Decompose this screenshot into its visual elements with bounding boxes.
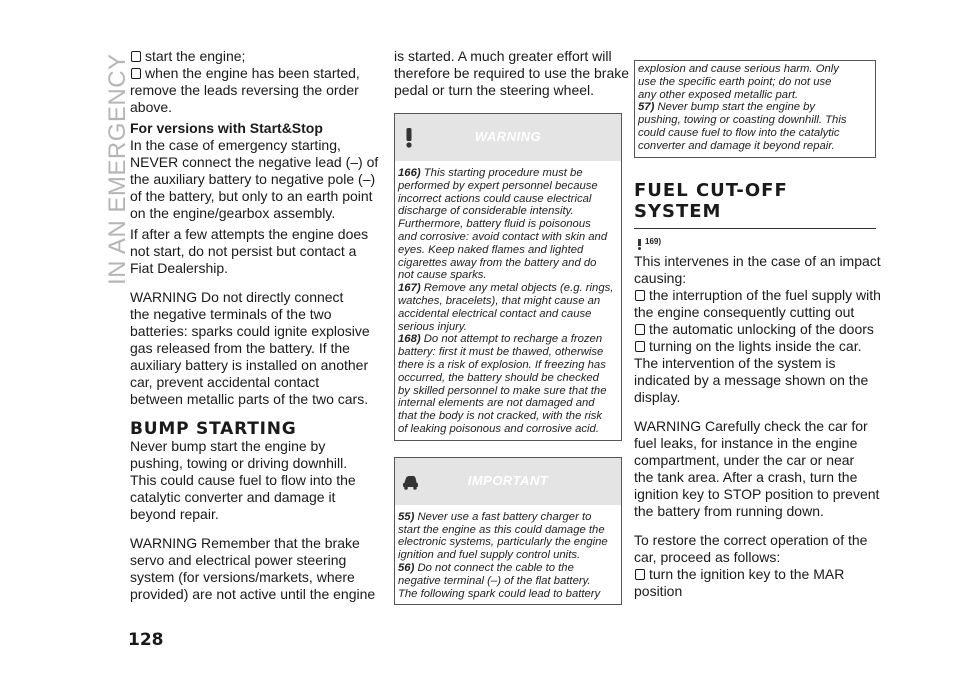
text-line: servo and electrical power steering bbox=[130, 552, 347, 568]
important-box-title: IMPORTANT bbox=[467, 472, 549, 488]
text-line: car, proceed as follows: bbox=[634, 549, 781, 566]
warning-box-title: WARNING bbox=[474, 129, 542, 144]
text-line: The intervention of the system is bbox=[634, 355, 836, 372]
bullet-box-icon bbox=[635, 324, 645, 335]
text-line: gas released from the battery. If the bbox=[130, 340, 350, 356]
warning-item: 167) Remove any metal objects (e.g. rings, watches, bracelets), that might cause an accidental electrical contact and cause serious injury. bbox=[398, 282, 614, 333]
text-line: on the engine/gearbox assembly. bbox=[130, 205, 336, 221]
page-number: 128 bbox=[128, 630, 164, 650]
text-line: is started. A much greater effort will bbox=[394, 48, 612, 64]
bullet-item: the automatic unlocking of the doors bbox=[634, 321, 876, 338]
bullet-item: turn the ignition key to the MAR bbox=[634, 566, 876, 583]
important-box-header bbox=[395, 458, 621, 505]
text-line: ignition key to STOP position to prevent bbox=[634, 486, 880, 503]
bullet-item: when the engine has been started, bbox=[130, 65, 366, 82]
text-line: pedal or turn the steering wheel. bbox=[394, 82, 595, 98]
text-line: provided) are not active until the engine bbox=[130, 586, 376, 602]
important-box bbox=[394, 457, 622, 606]
bullet-item: turning on the lights inside the car. bbox=[634, 338, 876, 355]
bullet-box-icon bbox=[635, 290, 645, 301]
reference-line: 169) bbox=[634, 233, 876, 254]
text-line: This could cause fuel to flow into the bbox=[130, 472, 356, 488]
important-box-continued-body: explosion and cause serious harm. Only use the specific earth point; do not use any other exposed metallic part. 57) Never bump start the engine by pushing, towing or coasting downhill. This could cause fuel to flow into the catalytic converter and damage it beyond repair. bbox=[635, 61, 875, 157]
text-line: NEVER connect the negative lead (–) of bbox=[130, 154, 379, 170]
text-line: WARNING Remember that the brake bbox=[130, 535, 360, 551]
text-line: car, prevent accidental contact bbox=[130, 374, 320, 390]
bullet-box-icon bbox=[131, 68, 141, 79]
text-line: causing: bbox=[634, 270, 687, 287]
important-box-body bbox=[395, 505, 621, 605]
text-line: Never bump start the engine by bbox=[130, 438, 326, 454]
text-line: To restore the correct operation of the bbox=[634, 532, 868, 549]
section-side-title: IN AN EMERGENCY bbox=[104, 53, 131, 285]
text-line: compartment, under the car or near bbox=[634, 452, 855, 469]
warning-box bbox=[394, 113, 622, 441]
text-line: not start, do not persist but contact a bbox=[130, 243, 357, 259]
column-2 bbox=[394, 48, 630, 605]
warning-item: 168) Do not attempt to recharge a frozen battery: first it must be thawed, otherwise there is a risk of explosion. If freezing has occurred, the battery should be checked by skilled personnel to make sure that the internal elements are not damaged and that the body is not cracked, with the risk of leaking poisonous and corrosive acid. bbox=[398, 333, 607, 435]
text-line: indicated by a message shown on the bbox=[634, 372, 869, 389]
text-line: fuel leaks, for instance in the engine bbox=[634, 435, 858, 452]
text-line: This intervenes in the case of an impact bbox=[634, 253, 881, 270]
text-line: WARNING Do not directly connect bbox=[130, 289, 344, 305]
bullet-box-icon bbox=[635, 341, 645, 352]
text-line: auxiliary battery is installed on another bbox=[130, 357, 369, 373]
text-line: catalytic converter and damage it bbox=[130, 489, 336, 505]
important-item: 57) Never bump start the engine by pushing, towing or coasting downhill. This could cause fuel to flow into the catalytic converter and damage it beyond repair. bbox=[638, 101, 847, 152]
text-line: the auxiliary battery to negative pole (–) bbox=[130, 171, 376, 187]
text-line: of the battery, but only to an earth point bbox=[130, 188, 373, 204]
text-line: the battery from running down. bbox=[634, 503, 824, 520]
text-line: display. bbox=[634, 389, 681, 406]
text-line: the tank area. After a crash, turn the bbox=[634, 469, 858, 486]
bullet-box-icon bbox=[635, 569, 645, 580]
heading-fuel-cut-off: FUEL CUT-OFF SYSTEM bbox=[634, 179, 788, 222]
text-line: In the case of emergency starting, bbox=[130, 137, 341, 153]
text-line: beyond repair. bbox=[130, 506, 219, 522]
important-item: 56) Do not connect the cable to the negative terminal (–) of the flat battery. The following spark could lead to battery bbox=[398, 561, 601, 600]
warning-box-body bbox=[395, 161, 621, 440]
text-line: If after a few attempts the engine does bbox=[130, 226, 369, 242]
warning-item: 166) This starting procedure must be performed by expert personnel because incorrect actions could cause electrical discharge of considerable intensity. Furthermore, battery fluid is poisonous and corrosive: avoid contact with skin and eyes. Keep naked flames and lighted cigarettes away from the battery and do not cause sparks. bbox=[398, 167, 608, 282]
text-line: Fiat Dealership. bbox=[130, 260, 229, 276]
warning-exclamation-icon bbox=[634, 239, 645, 250]
bullet-item: start the engine; bbox=[130, 48, 366, 65]
text-line: the engine consequently cutting out bbox=[634, 304, 855, 321]
column-3 bbox=[634, 48, 881, 600]
text-line: above. bbox=[130, 99, 173, 115]
text-line: the negative terminals of the two bbox=[130, 306, 332, 322]
warning-box-header bbox=[395, 114, 621, 161]
column-1 bbox=[130, 48, 379, 603]
text-line: WARNING Carefully check the car for bbox=[634, 418, 868, 435]
text-line: batteries: sparks could ignite explosive bbox=[130, 323, 370, 339]
text-line: system (for versions/markets, where bbox=[130, 569, 355, 585]
bullet-box-icon bbox=[131, 51, 141, 62]
subheading-start-stop: For versions with Start&Stop bbox=[130, 120, 323, 136]
important-box-continued bbox=[634, 60, 876, 158]
important-item: 55) Never use a fast battery charger to start the engine as this could damage the electronic systems, particularly the engine ignition and fuel supply control units. bbox=[398, 510, 608, 562]
text-line: between metallic parts of the two cars. bbox=[130, 391, 369, 407]
text-line: position bbox=[634, 583, 683, 600]
text-line: pushing, towing or driving downhill. bbox=[130, 455, 348, 471]
text-line: therefore be required to use the brake bbox=[394, 65, 630, 81]
text-line: remove the leads reversing the order bbox=[130, 82, 359, 98]
heading-bump-starting: BUMP STARTING bbox=[130, 419, 297, 439]
bullet-item: the interruption of the fuel supply with bbox=[634, 287, 876, 304]
